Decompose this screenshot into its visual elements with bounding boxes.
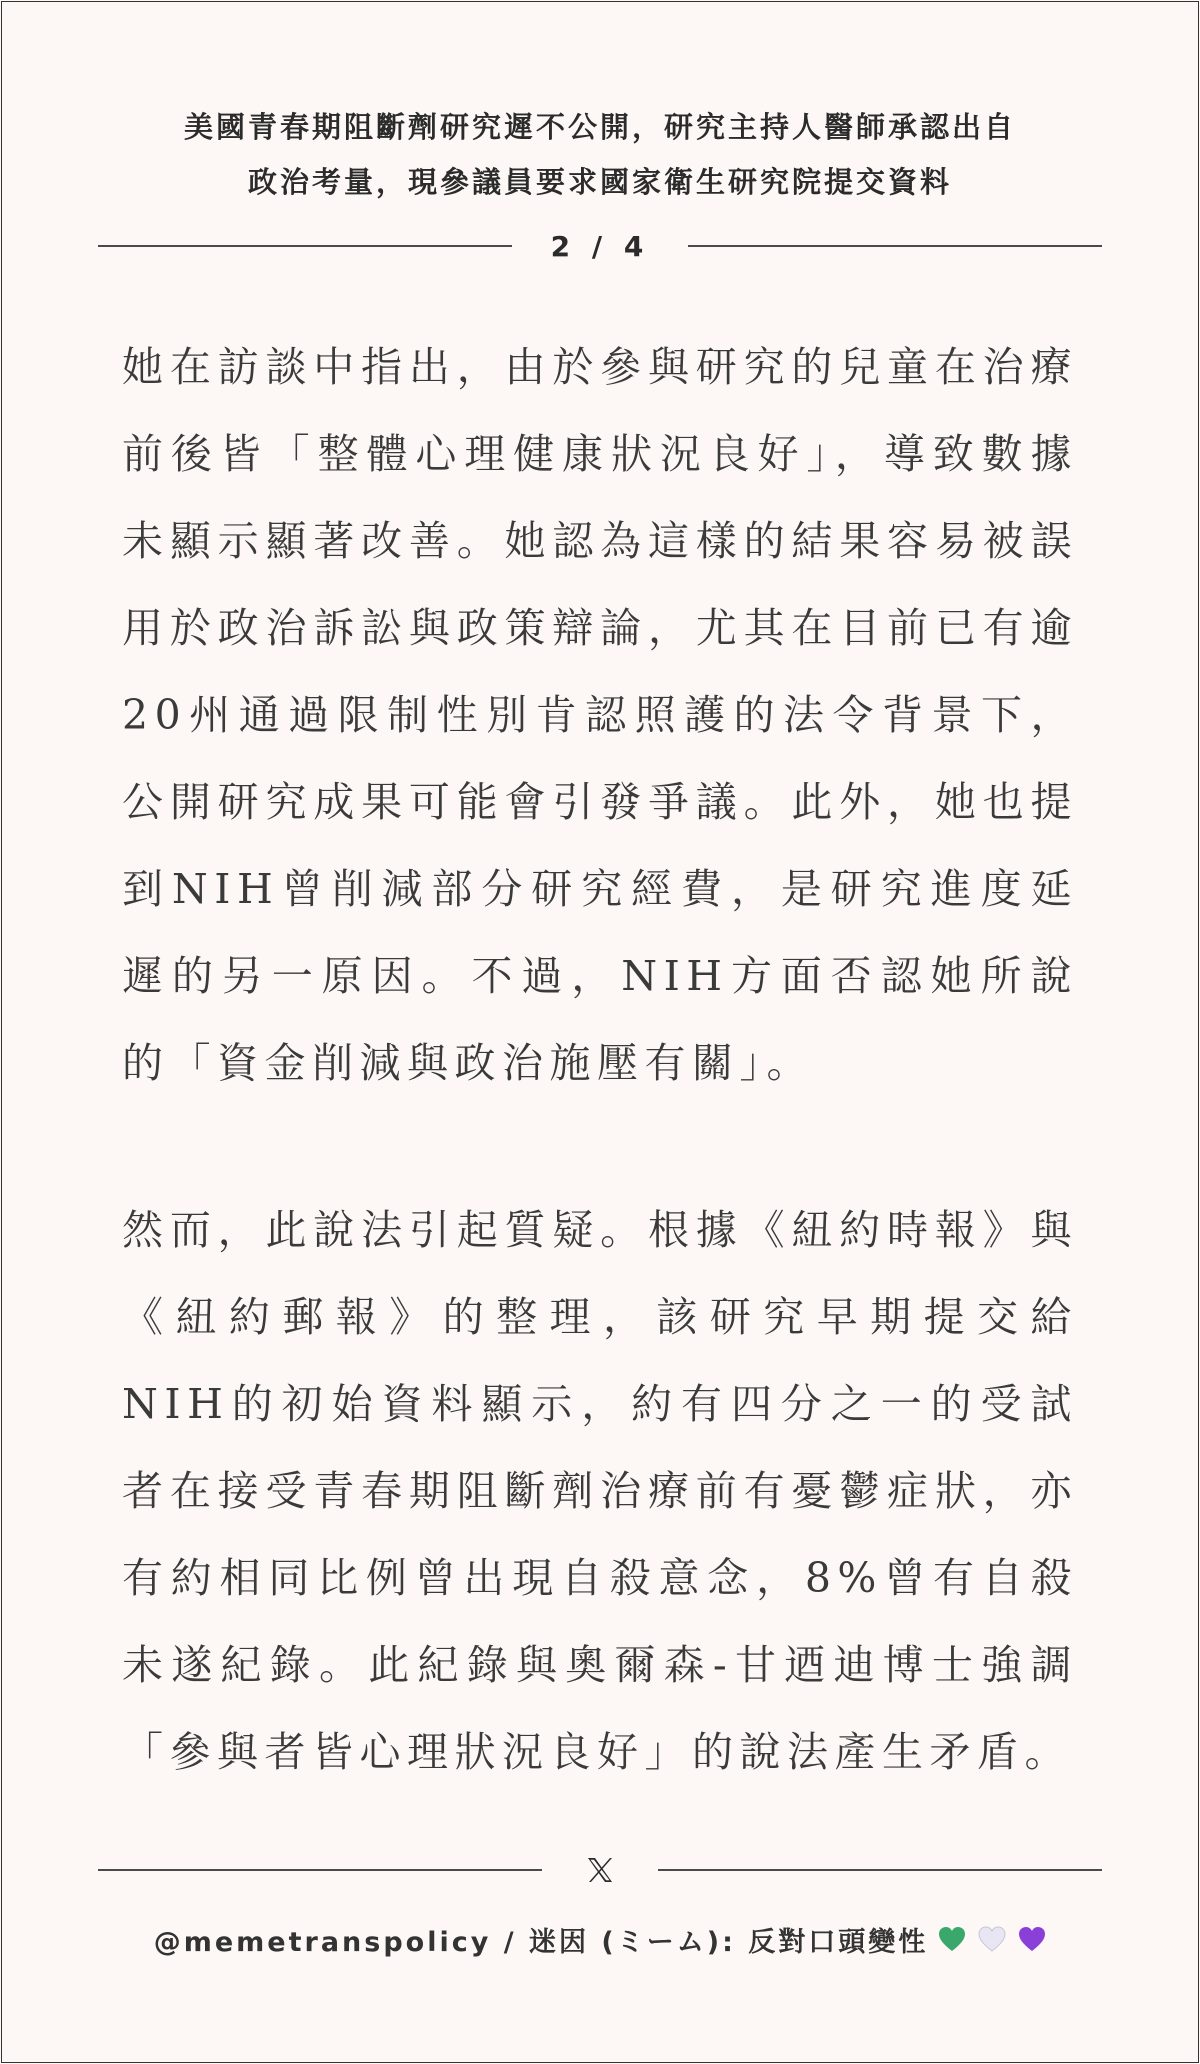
x-logo-icon [542, 1855, 658, 1885]
green-heart-icon [938, 1926, 966, 1952]
white-heart-icon [978, 1926, 1006, 1952]
paragraph-1: 她在訪談中指出，由於參與研究的兒童在治療前後皆「整體心理健康狀況良好」，導致數據未顯示顯著改善。她認為這樣的結果容易被誤用於政治訴訟與政策辯論，尤其在目前已有逾20州通過限制性別肯認照護的法令背景下，公開研究成果可能會引發爭議。此外，她也提到NIH曾削減部分研究經費，是研究進度延遲的另一原因。不過，NIH方面否認她所說的「資金削減與政治施壓有關」。 [122, 343, 1078, 1087]
page-indicator-row [98, 224, 1102, 268]
purple-heart-icon [1018, 1926, 1046, 1952]
heart-emojis [938, 1926, 1046, 1952]
page-title [98, 100, 1102, 210]
paragraph-2: 然而，此說法引起質疑。根據《紐約時報》與《紐約郵報》的整理，該研究早期提交給NIH的初始資料顯示，約有四分之一的受試者在接受青春期阻斷劑治療前有憂鬱症狀，亦有約相同比例曾出現自殺意念，8%曾有自殺未遂紀錄。此紀錄與奧爾森-甘迺迪博士強調「參與者皆心理狀況良好」的說法產生矛盾。 [122, 1206, 1078, 1776]
account-handle: @memetranspolicy / 迷因 (ミーム): 反對口頭變性 [153, 1926, 929, 1958]
title-line-2: 政治考量，現參議員要求國家衛生研究院提交資料 [247, 165, 952, 199]
footer-divider-row [98, 1848, 1102, 1892]
article-body [122, 324, 1078, 1796]
divider-right [688, 245, 1102, 247]
divider-right [658, 1869, 1102, 1871]
divider-left [98, 245, 512, 247]
divider-left [98, 1869, 542, 1871]
footer-credit [98, 1914, 1102, 1964]
title-line-1: 美國青春期阻斷劑研究遲不公開，研究主持人醫師承認出自 [183, 110, 1016, 144]
page-indicator: 2 / 4 [550, 229, 650, 263]
